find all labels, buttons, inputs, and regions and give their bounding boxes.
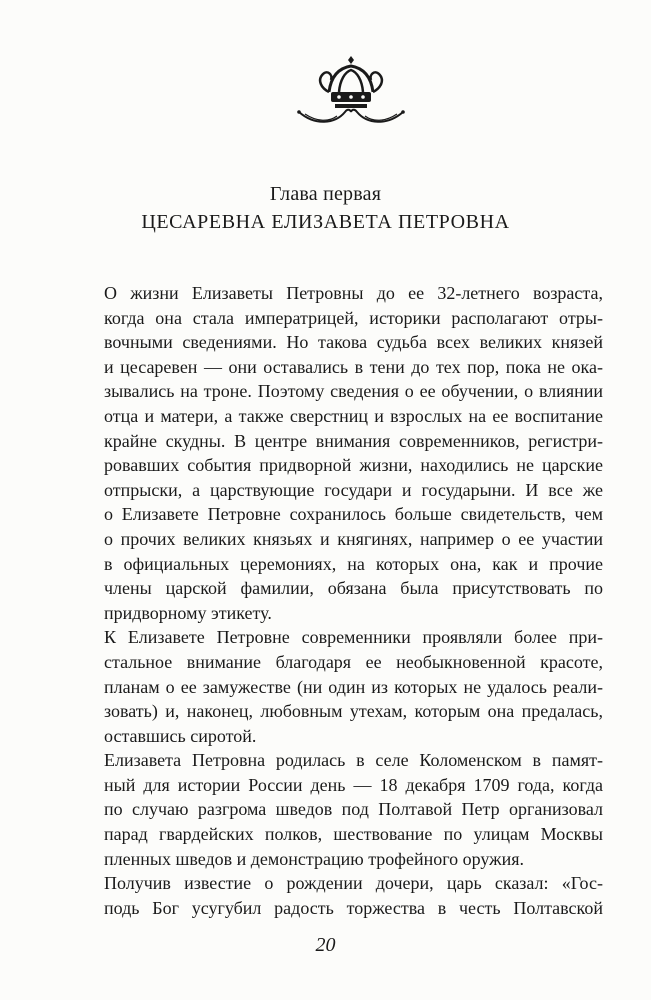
chapter-title: ЦЕСАРЕВНА ЕЛИЗАВЕТА ПЕТРОВНА: [141, 211, 510, 233]
paragraph: [83, 625, 603, 748]
text-line: придворному этикету.: [104, 602, 272, 623]
text-line: когда она стала императрицей, историки располагают отры-: [104, 307, 603, 328]
chapter-label: Глава первая: [269, 183, 382, 205]
text-line: парад гвардейских полков, шествование по улицам Москвы: [104, 824, 603, 845]
paragraph: [83, 871, 603, 920]
text-line: отпрыски, а царствующие государи и государыни. И все же: [104, 479, 603, 500]
text-line: вочными сведениями. Но такова судьба всех великих князей: [104, 332, 603, 353]
text-line: о Елизавете Петровне сохранилось больше свидетельств, чем: [104, 504, 603, 525]
text-line: стальное внимание благодаря ее необыкновенной красоте,: [104, 651, 603, 672]
text-line: ный для истории России день — 18 декабря 1709 года, когда: [104, 774, 603, 795]
text-line: по случаю разгрома шведов под Полтавой Петр организовал: [104, 799, 603, 820]
page-number: 20: [315, 934, 336, 956]
text-line: крайне скудны. В центре внимания современников, регистри-: [104, 430, 603, 451]
paragraph: [83, 748, 603, 871]
chapter-heading: [0, 180, 651, 236]
text-line: зывались на троне. Поэтому сведения о ее обучении, о влиянии: [104, 381, 603, 402]
text-line: О жизни Елизаветы Петровны до ее 32-летнего возраста,: [104, 283, 603, 303]
text-line: зовать) и, наконец, любовным утехам, которым она предалась,: [104, 701, 603, 722]
text-line: ровавших события придворной жизни, находились не царские: [104, 455, 603, 476]
text-line: Получив известие о рождении дочери, царь сказал: «Гос-: [104, 873, 603, 894]
crown-flourish-icon: [295, 52, 407, 130]
text-line: К Елизавете Петровне современники проявляли более при-: [104, 627, 603, 648]
paragraph: [83, 281, 603, 625]
text-line: отца и матери, а также сверстниц и взрослых на ее воспитание: [104, 405, 603, 426]
body-text: [83, 281, 603, 920]
text-line: пленных шведов и демонстрацию трофейного оружия.: [104, 848, 525, 869]
text-line: о прочих великих князьях и княгинях, например о ее участии: [104, 528, 603, 549]
text-line: и цесаревен — они оставались в тени до тех пор, пока не ока-: [104, 356, 603, 377]
text-line: в официальных церемониях, на которых она, как и прочие: [104, 553, 603, 574]
text-line: оставшись сиротой.: [104, 725, 257, 746]
text-line: Елизавета Петровна родилась в селе Коломенском в памят-: [104, 750, 603, 771]
text-line: члены царской фамилии, обязана была присутствовать по: [104, 578, 603, 599]
text-line: планам о ее замужестве (ни один из которых не удалось реали-: [104, 676, 603, 697]
text-line: подь Бог усугубил радость торжества в честь Полтавской: [104, 897, 603, 918]
